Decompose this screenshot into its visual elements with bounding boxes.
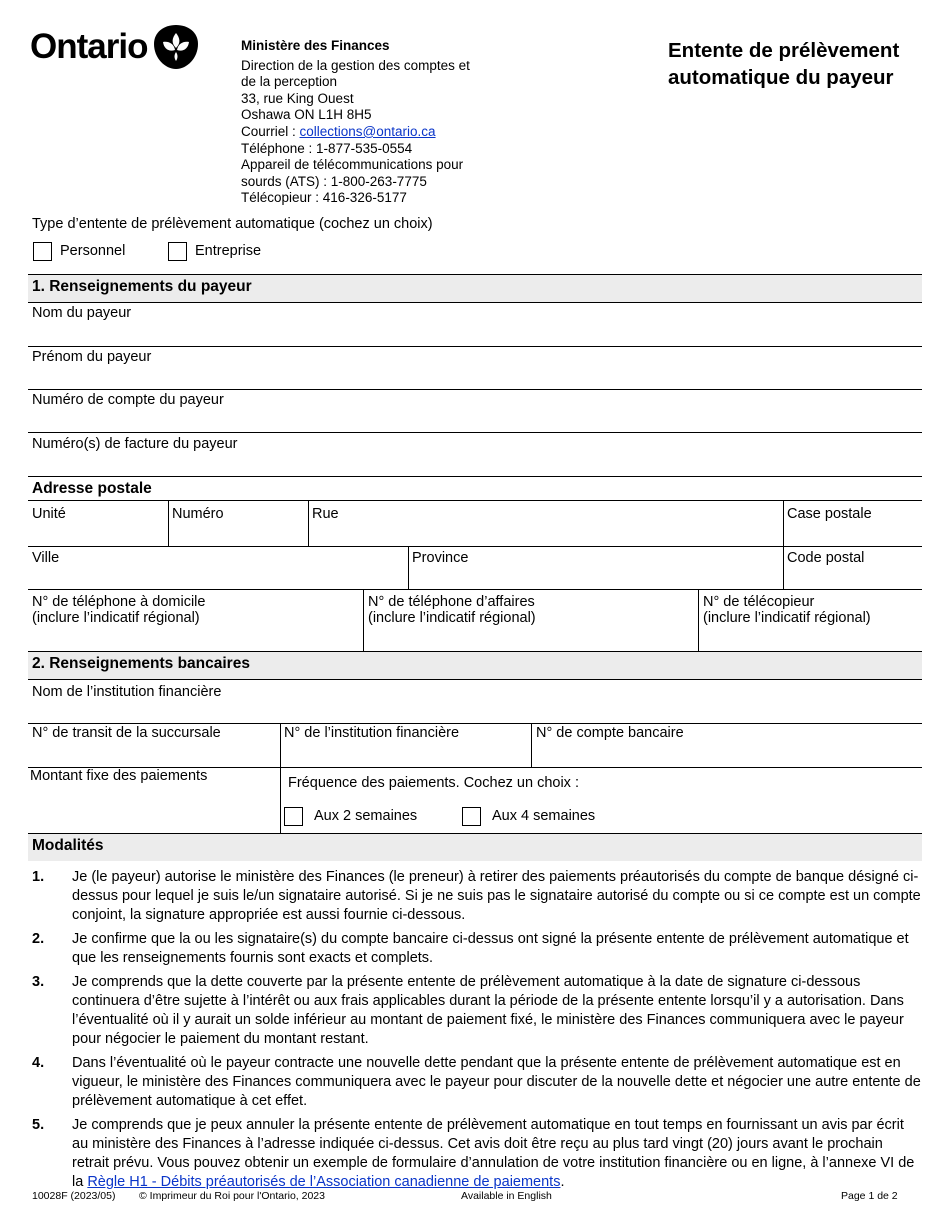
field-separator: [408, 546, 409, 589]
form-number: 10028F (2023/05): [32, 1190, 116, 1202]
email-label: Courriel :: [241, 123, 300, 139]
terms-list: [32, 868, 922, 1197]
province-label: Province: [412, 550, 469, 566]
first-name-field[interactable]: [28, 389, 922, 390]
label-line: (inclure l’indicatif régional): [368, 610, 536, 626]
city-label: Ville: [32, 550, 60, 566]
terms-title: Modalités: [32, 837, 104, 854]
section-2-title: 2. Renseignements bancaires: [32, 655, 250, 672]
term-text: Je (le payeur) autorise le ministère des Finances (le preneur) à retirer des paiements préautorisés du compte de banque désigné ci-dessus pour lequel je suis le/un signataire autorisé. Si je ne suis pas le signataire autorisé du compte ou si ce compte est un compte conjoint, la signature appropriée est aussi fournie ci-dessous.: [72, 869, 921, 923]
biweekly-label: Aux 2 semaines: [314, 808, 418, 824]
label-line: N° de téléphone d’affaires: [368, 594, 535, 610]
term-text-end: .: [560, 1174, 565, 1190]
po-box-label: Case postale: [787, 506, 872, 522]
term-text: Je comprends que la dette couverte par la présente entente de prélèvement automatique à la date de signature ci-dessous continuera d’être sujette à l’intérêt ou aux frais applicables durant la période de la présente entente lorsqu’il y a autorisation. Dans l’éventualité où il y aurait un solde inférieur au montant de paiement fixé, le ministère des Finances communiquera avec le payeur pour négocier le paiement du montant restant.: [72, 974, 904, 1047]
institution-number-label: N° de l’institution financière: [284, 725, 460, 741]
last-name-label: Nom du payeur: [32, 305, 132, 321]
mailing-address-heading: Adresse postale: [32, 480, 152, 497]
bank-account-label: N° de compte bancaire: [536, 725, 684, 741]
tty-line: Appareil de télécommunications pour: [241, 157, 464, 173]
fax-line: Télécopieur : 416-326-5177: [241, 190, 407, 206]
invoice-number-label: Numéro(s) de facture du payeur: [32, 436, 238, 452]
business-checkbox[interactable]: [168, 242, 187, 261]
section-1-header: [28, 274, 922, 302]
institution-name-field[interactable]: [28, 723, 922, 724]
term-number: 2.: [32, 931, 45, 947]
frequency-label: Fréquence des paiements. Cochez un choix :: [288, 775, 579, 791]
address-row-1-field[interactable]: [28, 546, 922, 547]
field-separator: [280, 723, 281, 833]
term-text: [72, 1116, 922, 1192]
address-row-2-field[interactable]: [28, 589, 922, 590]
ontario-logo: [30, 24, 199, 70]
term-text: Dans l’éventualité où le payeur contracte une nouvelle dette pendant que la présente entente de prélèvement automatique est en vigueur, le ministère des Finances communiquera avec le payeur pour discuter de la nouvelle dette et négocier une autre entente de prélèvement automatique à cet effet.: [72, 1055, 921, 1109]
email-link[interactable]: collections@ontario.ca: [299, 123, 436, 139]
label-line: N° de téléphone à domicile: [32, 594, 206, 610]
divider: [28, 500, 922, 501]
field-separator: [698, 589, 699, 652]
title-line: Entente de prélèvement: [668, 39, 900, 62]
four-weekly-label: Aux 4 semaines: [492, 808, 596, 824]
label-line: (inclure l’indicatif régional): [703, 610, 871, 626]
biweekly-checkbox[interactable]: [284, 807, 303, 826]
address-line: de la perception: [241, 74, 338, 90]
copyright: © Imprimeur du Roi pour l'Ontario, 2023: [139, 1190, 325, 1202]
fixed-amount-label: Montant fixe des paiements: [30, 768, 208, 784]
first-name-label: Prénom du payeur: [32, 349, 152, 365]
term-item: [32, 930, 922, 968]
label-line: N° de télécopieur: [703, 594, 815, 610]
postal-code-label: Code postal: [787, 550, 865, 566]
email-line: [241, 124, 501, 141]
personal-checkbox[interactable]: [33, 242, 52, 261]
trillium-icon: [153, 24, 199, 70]
term-item: [32, 1054, 922, 1111]
four-weekly-checkbox[interactable]: [462, 807, 481, 826]
term-item: [32, 1116, 922, 1192]
unit-label: Unité: [32, 506, 66, 522]
label-line: (inclure l’indicatif régional): [32, 610, 200, 626]
field-separator: [363, 589, 364, 652]
logo-wordmark: Ontario: [30, 27, 148, 66]
rule-h1-link[interactable]: Règle H1 - Débits préautorisés de l’Association canadienne de paiements: [87, 1174, 561, 1190]
field-separator: [783, 500, 784, 589]
address-line: 33, rue King Ouest: [241, 90, 354, 106]
term-number: 3.: [32, 974, 45, 990]
term-number: 4.: [32, 1055, 45, 1071]
term-text-body: Je comprends que je peux annuler la présente entente de prélèvement automatique en tout temps en fournissant un avis par écrit au ministère des Finances à l’adresse indiquée ci-dessus. Cet avis doit être reçu au plus tard vingt (20) jours avant le prochain retrait prévu. Vous pouvez obtenir un exemple de formulaire d’annulation de votre institution financière ou en ligne, à l’annexe VI de la: [72, 1117, 915, 1190]
home-phone-label: [32, 594, 205, 626]
account-number-label: Numéro de compte du payeur: [32, 392, 224, 408]
term-number: 1.: [32, 869, 45, 885]
ministry-name: Ministère des Finances: [241, 38, 390, 53]
divider: [28, 679, 922, 680]
page-number: Page 1 de 2: [841, 1190, 898, 1202]
divider: [28, 302, 922, 303]
agreement-type-label: Type d’entente de prélèvement automatique (cochez un choix): [32, 216, 433, 232]
account-number-field[interactable]: [28, 432, 922, 433]
section-1-title: 1. Renseignements du payeur: [32, 278, 252, 295]
personal-label: Personnel: [60, 243, 126, 259]
section-2-header: [28, 651, 922, 679]
last-name-field[interactable]: [28, 346, 922, 347]
business-phone-label: [368, 594, 536, 626]
term-number: 5.: [32, 1117, 45, 1133]
title-line: automatique du payeur: [668, 66, 894, 89]
tty-line: sourds (ATS) : 1-800-263-7775: [241, 173, 427, 189]
field-separator: [531, 723, 532, 767]
terms-header: [28, 833, 922, 861]
institution-name-label: Nom de l’institution financière: [32, 684, 222, 700]
field-separator: [168, 500, 169, 547]
ministry-contact-block: [241, 38, 501, 207]
street-label: Rue: [312, 506, 339, 522]
term-text: Je confirme que la ou les signataire(s) du compte bancaire ci-dessus ont signé la présente entente de prélèvement automatique et que les renseignements fournis sont exacts et complets.: [72, 931, 909, 966]
available-in-english: Available in English: [461, 1190, 552, 1202]
address-line: Oshawa ON L1H 8H5: [241, 107, 372, 123]
term-item: [32, 868, 922, 925]
invoice-number-field[interactable]: [28, 476, 922, 477]
business-label: Entreprise: [195, 243, 262, 259]
fax-number-label: [703, 594, 871, 626]
address-line: Direction de la gestion des comptes et: [241, 57, 470, 73]
number-label: Numéro: [172, 506, 224, 522]
phone-line: Téléphone : 1-877-535-0554: [241, 140, 413, 156]
term-item: [32, 973, 922, 1049]
document-title: [668, 37, 928, 91]
transit-number-label: N° de transit de la succursale: [32, 725, 221, 741]
field-separator: [308, 500, 309, 547]
